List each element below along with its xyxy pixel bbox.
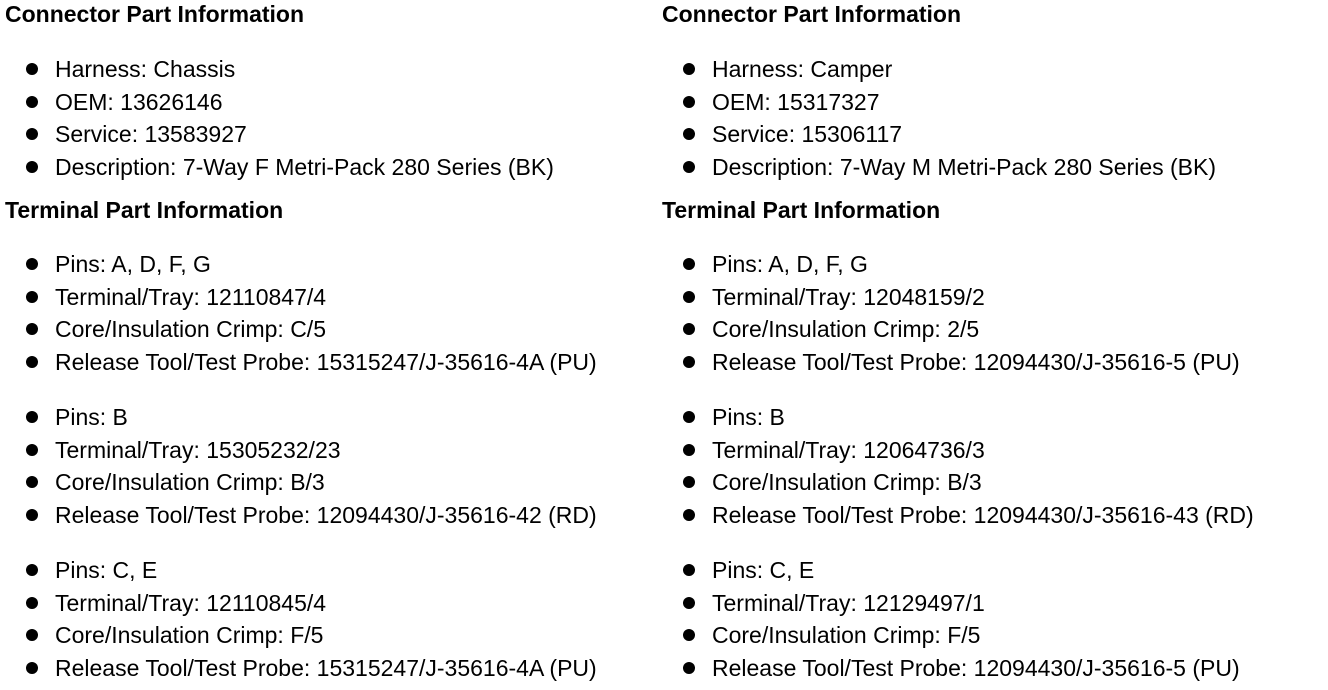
crimp-text: Core/Insulation Crimp: F/5 [712,622,981,649]
release-tool-text: Release Tool/Test Probe: 12094430/J-35616-5 (PU) [712,655,1240,682]
list-item [662,86,1216,119]
list-item [662,434,1254,467]
crimp-text: Core/Insulation Crimp: C/5 [55,316,326,343]
bullet-icon [26,662,38,674]
connector-list-right [662,53,1216,184]
terminal-heading-left: Terminal Part Information [5,197,284,223]
pins-text: Pins: A, D, F, G [55,251,211,277]
terminal-tray-text: Terminal/Tray: 12064736/3 [712,436,985,463]
list-item [662,499,1254,532]
bullet-icon [683,161,695,173]
bullet-icon [26,564,38,576]
list-item [5,434,597,467]
bullet-icon [683,597,695,609]
release-tool-text: Release Tool/Test Probe: 12094430/J-35616-42 (RD) [55,502,597,529]
bullet-icon [26,161,38,173]
list-item [5,401,597,434]
bullet-icon [683,411,695,423]
bullet-icon [683,96,695,108]
bullet-icon [683,509,695,521]
list-item [662,53,1216,86]
crimp-text: Core/Insulation Crimp: F/5 [55,622,324,649]
crimp-text: Core/Insulation Crimp: B/3 [55,469,325,496]
bullet-icon [683,476,695,488]
bullet-icon [683,629,695,641]
bullet-icon [26,476,38,488]
harness-text: Harness: Camper [712,56,893,82]
list-item [662,313,1240,346]
bullet-icon [26,509,38,521]
terminal-tray-text: Terminal/Tray: 12110845/4 [55,589,327,616]
crimp-text: Core/Insulation Crimp: 2/5 [712,316,980,343]
bullet-icon [683,662,695,674]
terminal-heading-right: Terminal Part Information [662,197,941,223]
list-item [662,619,1240,652]
pins-text: Pins: A, D, F, G [712,251,868,277]
description-text: Description: 7-Way F Metri-Pack 280 Series (BK) [55,154,554,181]
bullet-icon [26,629,38,641]
list-item [662,401,1254,434]
connector-heading-right: Connector Part Information [662,1,962,27]
bullet-icon [26,291,38,303]
bullet-icon [683,291,695,303]
terminal-tray-text: Terminal/Tray: 12048159/2 [712,283,985,310]
bullet-icon [683,356,695,368]
pins-text: Pins: C, E [55,557,158,583]
bullet-icon [683,323,695,335]
bullet-icon [26,411,38,423]
list-item [662,118,1216,151]
terminal-group-left-1 [5,248,597,379]
service-text: Service: 13583927 [55,121,247,148]
bullet-icon [26,323,38,335]
list-item [662,652,1240,685]
list-item [5,248,597,281]
terminal-group-right-2 [662,401,1254,532]
bullet-icon [26,63,38,75]
bullet-icon [683,258,695,270]
release-tool-text: Release Tool/Test Probe: 15315247/J-35616-4A (PU) [55,349,597,376]
bullet-icon [26,356,38,368]
oem-text: OEM: 15317327 [712,88,880,115]
connector-list-left [5,53,554,184]
list-item [5,587,597,620]
list-item [5,313,597,346]
bullet-icon [26,258,38,270]
list-item [5,151,554,184]
terminal-group-right-1 [662,248,1240,379]
list-item [5,118,554,151]
connector-heading-left: Connector Part Information [5,1,305,27]
list-item [5,346,597,379]
bullet-icon [683,128,695,140]
bullet-icon [26,96,38,108]
pins-text: Pins: C, E [712,557,815,583]
release-tool-text: Release Tool/Test Probe: 15315247/J-35616-4A (PU) [55,655,597,682]
terminal-group-left-3 [5,554,597,685]
crimp-text: Core/Insulation Crimp: B/3 [712,469,982,496]
terminal-tray-text: Terminal/Tray: 15305232/23 [55,436,341,463]
service-text: Service: 15306117 [712,121,903,148]
bullet-icon [683,564,695,576]
terminal-tray-text: Terminal/Tray: 12129497/1 [712,589,985,616]
bullet-icon [26,128,38,140]
list-item [5,554,597,587]
list-item [5,53,554,86]
list-item [662,281,1240,314]
bullet-icon [26,444,38,456]
release-tool-text: Release Tool/Test Probe: 12094430/J-35616-43 (RD) [712,502,1254,529]
list-item [662,151,1216,184]
description-text: Description: 7-Way M Metri-Pack 280 Series (BK) [712,154,1217,181]
harness-text: Harness: Chassis [55,56,236,82]
bullet-icon [26,597,38,609]
terminal-group-right-3 [662,554,1240,685]
list-item [5,499,597,532]
list-item [662,248,1240,281]
list-item [662,346,1240,379]
release-tool-text: Release Tool/Test Probe: 12094430/J-35616-5 (PU) [712,349,1240,376]
bullet-icon [683,444,695,456]
list-item [662,466,1254,499]
list-item [5,619,597,652]
list-item [662,587,1240,620]
list-item [662,554,1240,587]
pins-text: Pins: B [712,404,785,430]
list-item [5,466,597,499]
list-item [5,86,554,119]
terminal-group-left-2 [5,401,597,532]
pins-text: Pins: B [55,404,128,430]
bullet-icon [683,63,695,75]
list-item [5,281,597,314]
terminal-tray-text: Terminal/Tray: 12110847/4 [55,283,327,310]
list-item [5,652,597,685]
oem-text: OEM: 13626146 [55,88,223,115]
